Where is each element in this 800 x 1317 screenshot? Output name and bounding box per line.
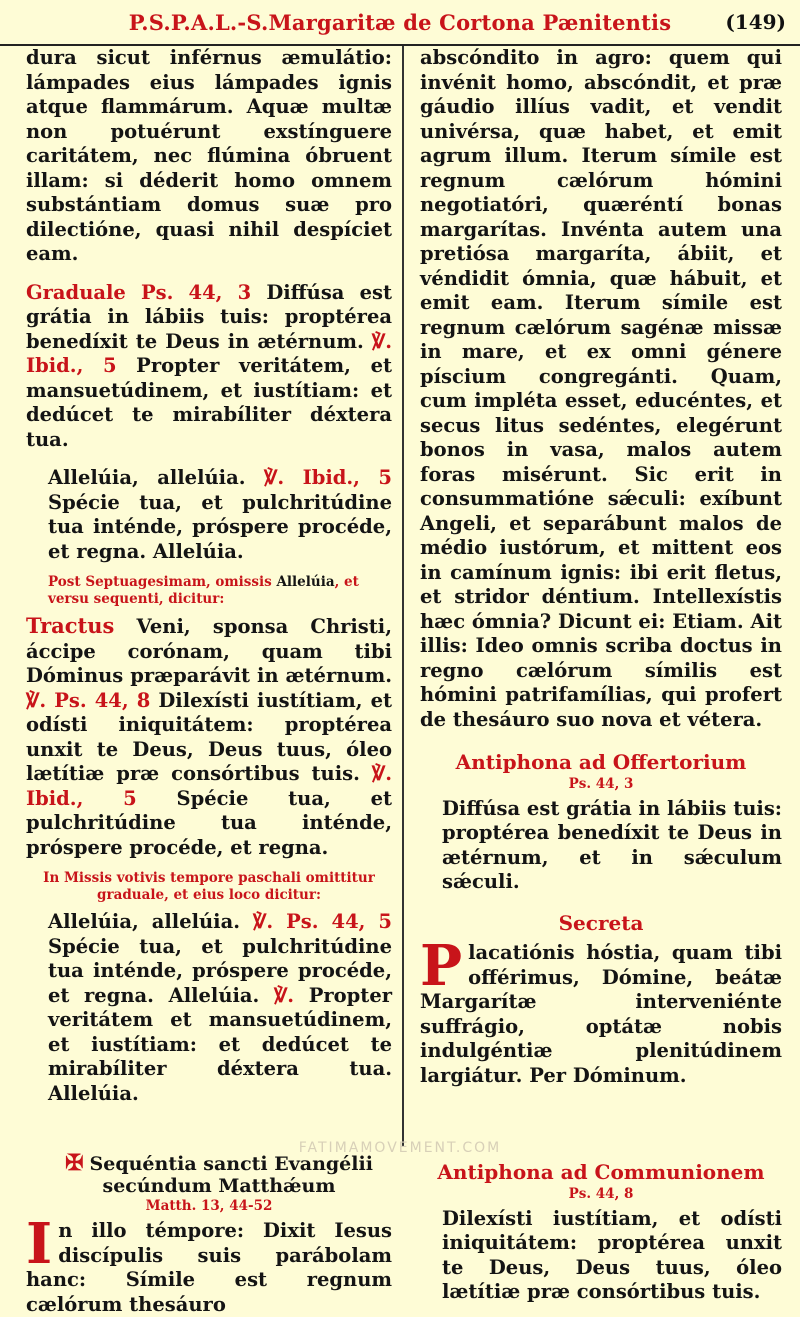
alleluia-paragraph: Allelúia, allelúia. ℣. Ibid., 5 Spécie tua, et pulchritúdine tua inténde, próspere procéde, et regna. Allelúia. bbox=[48, 466, 392, 563]
watermark: FATIMAMOVEMENT.COM bbox=[298, 1140, 502, 1156]
versicle-marker: ℣. bbox=[273, 983, 295, 1007]
left-column bbox=[26, 46, 392, 1317]
communion-title: Antiphona ad Communionem bbox=[437, 1160, 765, 1184]
secreta-title: Secreta bbox=[558, 910, 644, 935]
rubric-septuagesima: Post Septuagesimam, omissis Allelúia, et versu sequenti, dicitur: bbox=[48, 574, 359, 607]
offertory-title: Antiphona ad Offertorium bbox=[455, 750, 747, 774]
communion-text: Dilexísti iustítiam, et odísti iniquitátem: proptérea unxit te Deus, Deus tuus, óleo lætítiæ præ consórtibus tuis. bbox=[442, 1206, 782, 1303]
graduale-label: Graduale Ps. 44, 3 bbox=[26, 280, 252, 304]
page-number: (149) bbox=[725, 10, 786, 34]
page-header bbox=[0, 0, 800, 46]
alleluia-paschal-paragraph: Allelúia, allelúia. ℣. Ps. 44, 5 Spécie tua, et pulchritúdine tua inténde, próspere procéde, et regna. Allelúia. ℣. Propter veritátem et mansuetúdinem, et iustítiam: et dedúcet te mirabíliter déxtera tua. Allelúia. bbox=[48, 910, 392, 1105]
canticle-continuation: dura sicut inférnus æmulátio: lámpades eius lámpades ignis atque flammárum. Aquæ multæ non potuérunt exstínguere caritátem, nec flúmina óbruent illam: si déderit homo omnem substántiam domus suæ pro dilectióne, quasi nihil despíciet eam. bbox=[26, 46, 392, 265]
tractus-paragraph: Tractus Veni, sponsa Christi, áccipe corónam, quam tibi Dóminus præparávit in ætérnum. ℣. Ps. 44, 8 Dilexísti iustítiam, et odísti iniquitátem: proptérea unxit te Deus, Deus tuus, óleo lætítiæ præ consórtibus tuis. ℣. Ibid., 5 Spécie tua, et pulchritúdine tua inténde, próspere procéde, et regna. bbox=[26, 613, 392, 859]
drop-cap: I bbox=[26, 1211, 53, 1277]
communion-reference: Ps. 44, 8 bbox=[568, 1185, 634, 1202]
rubric-paschal: In Missis votivis tempore paschali omittitur graduale, et eius loco dicitur: bbox=[43, 870, 375, 903]
header-title: P.S.P.A.L.-S.Margaritæ de Cortona Pænitentis bbox=[128, 10, 672, 35]
gospel-continuation: abscóndito in agro: quem qui invénit homo, abscóndit, et præ gáudio illíus vadit, et vendit univérsa, quæ habet, et emit agrum illum. Iterum símile est regnum cælórum hómini negotiatóri, quæréntí bonas margarítas. Invénta autem una pretiósa margaríta, ábiit, et véndidit ómnia, quæ hábuit, et emit eam. Iterum símile est regnum cælórum sagénæ missæ in mare, et ex omni génere píscium congregánti. Quam, cum impléta esset, educéntes, et secus litus sedéntes, elegérunt bonos in vasa, malos autem foras misérunt. Sic erit in consummatióne sǽculi: exíbunt Angeli, et separábunt malos de médio iustórum, et mittent eos in camínum ignis: ibi erit fletus, et stridor déntium. Intellexístis hæc ómnia? Dicunt ei: Etiam. Ait illis: Ideo omnis scriba doctus in regno cælórum símilis est hómini patrifamílias, qui profert de thesáuro suo nova et vétera. bbox=[420, 46, 782, 731]
secreta-text: Placatiónis hóstia, quam tibi offérimus, Dómine, beátæ Margarítæ interveniénte suffrágio, optátæ nobis indulgéntiæ plenitúdinem largiátur. Per Dóminum. bbox=[420, 933, 782, 1087]
offertory-text: Diffúsa est grátia in lábiis tuis: proptérea benedíxit te Deus in ætérnum, et in sǽculum sǽculi. bbox=[442, 796, 782, 893]
gospel-text: In illo témpore: Dixit Iesus discípulis suis parábolam hanc: Símile est regnum cælórum thesáuro bbox=[26, 1211, 392, 1316]
cross-icon: ✠ bbox=[65, 1150, 84, 1176]
graduale-paragraph: Graduale Ps. 44, 3 Diffúsa est grátia in lábiis tuis: proptérea benedíxit te Deus in ætérnum. ℣. Ibid., 5 Propter veritátem, et mansuetúdinem, et iustítiam: et dedúcet te mirabíliter déxtera tua. bbox=[26, 280, 392, 451]
gospel-reference: Matth. 13, 44-52 bbox=[145, 1198, 273, 1214]
versicle-marker: ℣. Ibid., 5 bbox=[26, 762, 392, 810]
drop-cap: P bbox=[420, 933, 463, 999]
column-divider bbox=[402, 46, 404, 1146]
versicle-marker: ℣. Ibid., 5 bbox=[26, 329, 392, 377]
tractus-label: Tractus bbox=[26, 613, 115, 638]
versicle-marker: ℣. Ps. 44, 8 bbox=[26, 688, 151, 712]
gospel-heading: ✠ Sequéntia sancti Evangélii secúndum Matthǽum bbox=[65, 1150, 373, 1197]
versicle-marker: ℣. Ps. 44, bbox=[253, 910, 366, 933]
right-column bbox=[420, 46, 782, 1305]
offertory-reference: Ps. 44, 3 bbox=[568, 775, 634, 792]
versicle-marker: ℣. Ibid., 5 bbox=[263, 466, 392, 489]
